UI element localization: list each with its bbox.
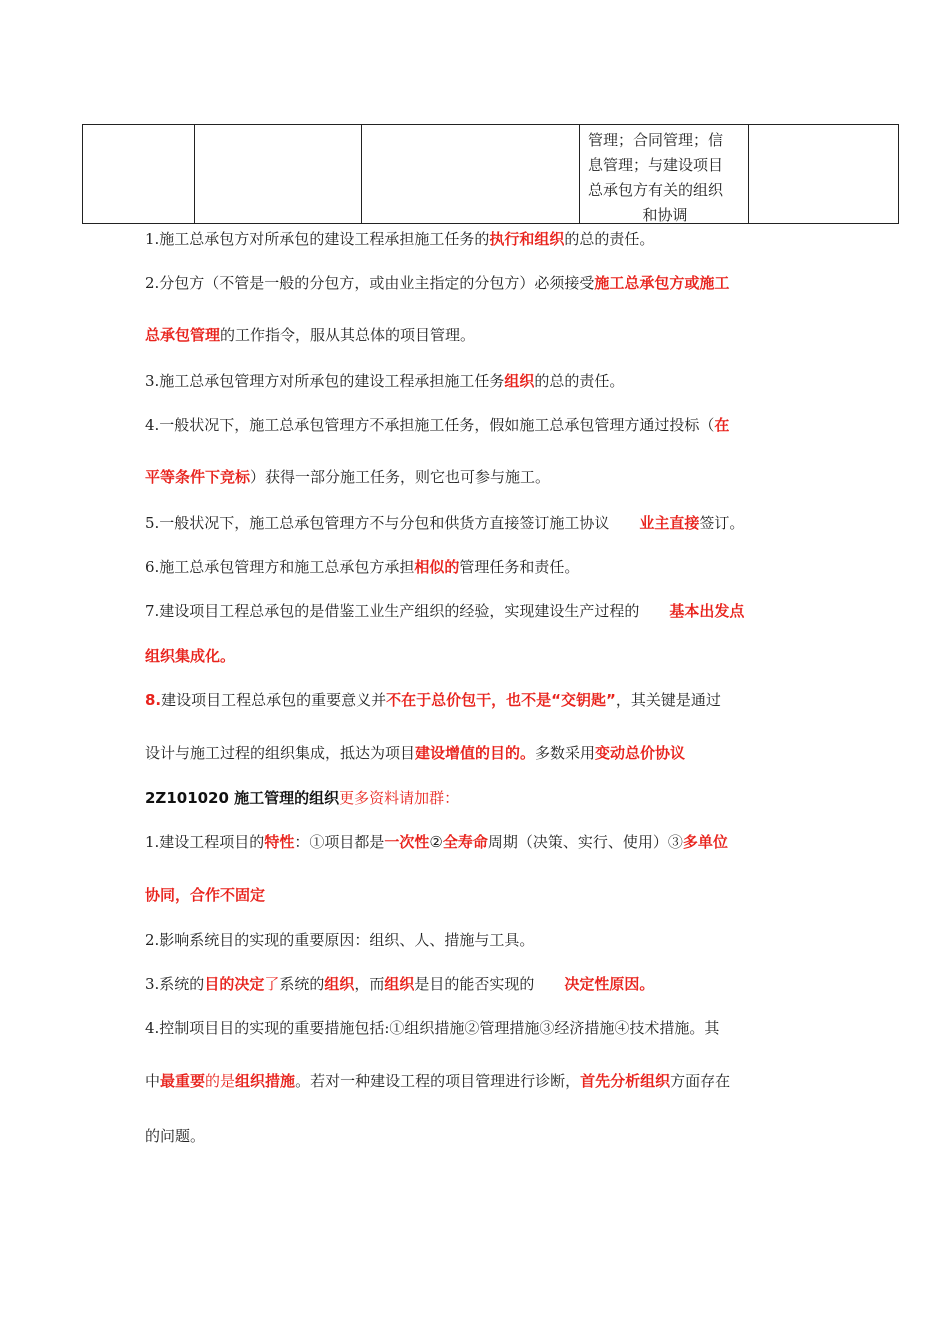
text: 的是 <box>205 1072 236 1090</box>
highlight: 不在于总价包干，也不是“交钥匙” <box>386 691 616 709</box>
highlight: 建设增值的目的。 <box>415 744 536 762</box>
cell-line: 管理；合同管理；信 <box>588 131 724 149</box>
highlight: 决定性原因。 <box>564 975 655 993</box>
item-4-cont-2 <box>145 1126 825 1146</box>
paragraph-2-cont <box>145 325 825 345</box>
table-cell-2 <box>195 125 362 223</box>
text: 6.施工总承包管理方和施工总承包方承担 <box>145 558 415 576</box>
text: ，其关键是通过 <box>615 691 721 709</box>
text: 1.建设工程项目的 <box>145 833 265 851</box>
highlight: 最重要 <box>160 1072 206 1090</box>
text: 建设项目工程总承包的重要意义并 <box>161 691 387 709</box>
paragraph-7 <box>145 601 825 621</box>
text: 周期（决策、实行、使用）③ <box>487 833 683 851</box>
highlight: 执行和组织 <box>489 230 565 248</box>
paragraph-4 <box>145 415 825 435</box>
section-heading <box>145 788 825 808</box>
text: 5.一般状况下，施工总承包管理方不与分包和供货方直接签订施工协议 <box>145 514 610 532</box>
text: 是目的能否实现的 <box>414 975 535 993</box>
text: 管理任务和责任。 <box>459 558 580 576</box>
item-3 <box>145 974 825 994</box>
text: 4.一般状况下，施工总承包管理方不承担施工任务，假如施工总承包管理方通过投标（ <box>145 416 715 434</box>
table-cell-1 <box>83 125 195 223</box>
text: 了 <box>264 975 280 993</box>
highlight: 全寿命 <box>442 833 488 851</box>
highlight: 基本出发点 <box>669 602 745 620</box>
highlight: 在 <box>714 416 730 434</box>
cell-line: 和协调 <box>642 206 688 224</box>
item-2 <box>145 930 825 950</box>
group-note: 更多资料请加群： <box>339 789 460 807</box>
table-cell-4 <box>580 125 749 223</box>
text: ，而 <box>354 975 385 993</box>
text: 的总的责任。 <box>534 372 625 390</box>
paragraph-4-cont <box>145 467 825 487</box>
text: 中 <box>145 1072 161 1090</box>
text: 签订。 <box>699 514 745 532</box>
paragraph-8 <box>145 690 825 710</box>
text: 多数采用 <box>535 744 596 762</box>
text: ：①项目都是 <box>294 833 385 851</box>
text: 4.控制项目目的实现的重要措施包括:①组织措施②管理措施③经济措施④技术措施。其 <box>145 1019 720 1037</box>
text: ）获得一部分施工任务，则它也可参与施工。 <box>250 468 551 486</box>
highlight: 施工总承包方或施工 <box>594 274 730 292</box>
table-cell-3 <box>362 125 580 223</box>
highlight: 组织 <box>324 975 355 993</box>
highlight: 8. <box>145 691 162 709</box>
highlight: 目的决定 <box>204 975 265 993</box>
item-1-cont <box>145 885 825 905</box>
paragraph-1 <box>145 229 825 249</box>
paragraph-2 <box>145 273 825 293</box>
text: 7.建设项目工程总承包的是借鉴工业生产组织的经验，实现建设生产过程的 <box>145 602 640 620</box>
highlight: 变动总价协议 <box>595 744 686 762</box>
table-cell-5 <box>749 125 898 223</box>
top-table <box>82 124 899 224</box>
text: 2.影响系统目的实现的重要原因：组织、人、措施与工具。 <box>145 931 535 949</box>
heading-text: 2Z101020 施工管理的组织 <box>145 789 340 807</box>
highlight: 组织 <box>384 975 415 993</box>
cell-line: 总承包方有关的组织 <box>588 181 724 199</box>
text: 设计与施工过程的组织集成，抵达为项目 <box>145 744 416 762</box>
text: 3.施工总承包管理方对所承包的建设工程承担施工任务 <box>145 372 505 390</box>
item-4 <box>145 1018 825 1038</box>
paragraph-6 <box>145 557 825 577</box>
highlight: 组织 <box>504 372 535 390</box>
highlight: 业主直接 <box>639 514 700 532</box>
text: 3.系统的 <box>145 975 205 993</box>
text: 1.施工总承包方对所承包的建设工程承担施工任务的 <box>145 230 490 248</box>
highlight: 多单位 <box>682 833 728 851</box>
paragraph-8-cont <box>145 743 825 763</box>
highlight: 首先分析组织 <box>580 1072 671 1090</box>
text: 的总的责任。 <box>564 230 655 248</box>
text: 的工作指令，服从其总体的项目管理。 <box>220 326 476 344</box>
highlight: 一次性 <box>384 833 430 851</box>
text: ② <box>429 833 443 851</box>
highlight: 协同，合作不固定 <box>145 886 266 904</box>
highlight: 组织措施 <box>235 1072 296 1090</box>
text: 系统的 <box>279 975 325 993</box>
highlight: 特性 <box>264 833 295 851</box>
paragraph-7-cont <box>145 646 825 666</box>
highlight: 总承包管理 <box>145 326 221 344</box>
text: 的问题。 <box>145 1127 206 1145</box>
text: 2.分包方（不管是一般的分包方，或由业主指定的分包方）必须接受 <box>145 274 595 292</box>
item-1 <box>145 832 825 852</box>
paragraph-3 <box>145 371 825 391</box>
text: 方面存在 <box>670 1072 731 1090</box>
paragraph-5 <box>145 513 825 533</box>
highlight: 平等条件下竞标 <box>145 468 251 486</box>
item-4-cont <box>145 1071 825 1091</box>
text: 。若对一种建设工程的项目管理进行诊断， <box>295 1072 581 1090</box>
highlight: 组织集成化。 <box>145 647 236 665</box>
highlight: 相似的 <box>414 558 460 576</box>
cell-line: 息管理；与建设项目 <box>588 156 724 174</box>
